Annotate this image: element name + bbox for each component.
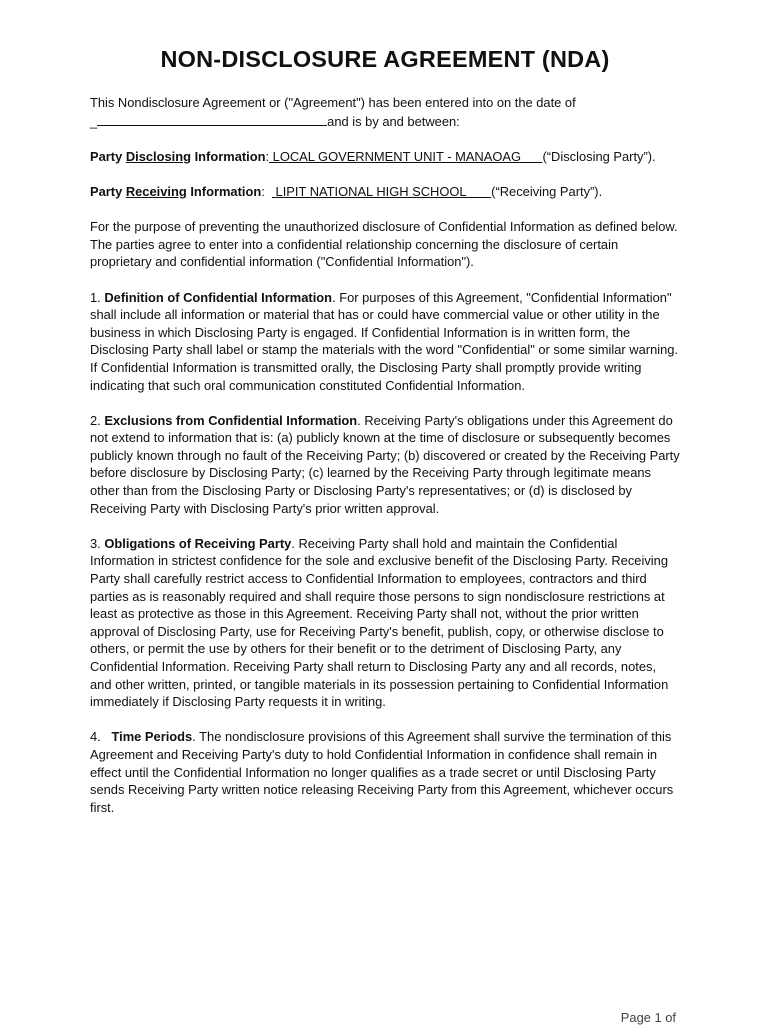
receiving-label-b: Receiving (125, 183, 187, 199)
document-body (90, 94, 680, 834)
intro-paragraph (90, 94, 680, 130)
document-title: NON-DISCLOSURE AGREEMENT (NDA) (160, 46, 610, 72)
date-blank-line (97, 112, 327, 126)
receiving-party-paragraph (90, 183, 680, 201)
disclosing-label-a: Party (90, 148, 126, 164)
section-number: 3. (90, 535, 105, 551)
section-number: 1. (90, 289, 105, 305)
section-text: . The nondisclosure provisions of this Agreement shall survive the termination of this Agreement and Receiving Party's duty to hold Confidential Information in confidence shall remain in effect until the Confidential Information no longer qualifies as a trade secret or until Disclosing Party sends Receiving Party written notice releasing Receiving Party from this Agreement, whichever occurs first. (90, 729, 674, 815)
disclosing-colon: : (265, 148, 270, 164)
section-number: 2. (90, 412, 105, 428)
purpose-paragraph: For the purpose of preventing the unauthorized disclosure of Confidential Information as defined below. The parties agree to enter into a confidential relationship concerning the disclosure of certain proprietary and confidential information ("Confidential Information"). (90, 219, 678, 270)
section-heading: Definition of Confidential Information (104, 289, 333, 305)
section-4 (90, 728, 680, 816)
section-3 (90, 535, 680, 711)
disclosing-label-c: Information (191, 148, 266, 164)
section-text: . Receiving Party shall hold and maintain the Confidential Information in strictest confidence for the sole and exclusive benefit of the Disclosing Party. Receiving Party shall carefully restrict access to Confidential Information to employees, contractors and third parties as is reasonably required and shall require those persons to sign nondisclosure restrictions at least as protective as those in this Agreement. Receiving Party shall not, without the prior written approval of Disclosing Party, use for Receiving Party's benefit, publish, copy, or otherwise disclose to others, or permit the use by others for their benefit or to the detriment of Disclosing Party, any Confidential Information. Receiving Party shall return to Disclosing Party any and all records, notes, and other written, printed, or tangible materials in its possession pertaining to Confidential Information immediately if Disclosing Party requests it in writing. (90, 535, 669, 710)
section-text: . For purposes of this Agreement, "Confidential Information" shall include all information or material that has or could have commercial value or other utility in the business in which Disclosing Party is engaged. If Confidential Information is in written form, the Disclosing Party shall label or stamp the materials with the word "Confidential" or some similar warning. If Confidential Information is transmitted orally, the Disclosing Party shall promptly provide writing indicating that such oral communication constituted Confidential Information. (90, 289, 679, 393)
receiving-party-value: LIPIT NATIONAL HIGH SCHOOL (271, 183, 492, 199)
disclosing-party-paragraph (90, 148, 680, 166)
intro-line-2: and is by and between: (327, 113, 460, 129)
section-text: . Receiving Party's obligations under this Agreement do not extend to information that is: (a) publicly known at the time of disclosure or subsequently becomes publicly known through no fault of the Receiving Party; (b) discovered or created by the Receiving Party before disclosure by Disclosing Party; (c) learned by the Receiving Party through legitimate means other than from the Disclosing Party or Disclosing Party's representatives; or (d) is disclosed by Receiving Party with Disclosing Party's prior written approval. (90, 412, 680, 516)
section-heading: Exclusions from Confidential Information (104, 412, 358, 428)
section-heading: Time Periods (111, 729, 193, 745)
receiving-label-c: Information (186, 183, 262, 199)
receiving-colon: : (261, 183, 272, 199)
section-number: 4. (90, 729, 112, 745)
disclosing-suffix: (“Disclosing Party”). (542, 148, 656, 164)
intro-line-1: This Nondisclosure Agreement or ("Agreement") has been entered into on the date of (90, 95, 576, 110)
section-2 (90, 412, 680, 518)
section-heading: Obligations of Receiving Party (104, 535, 292, 551)
document-page (90, 0, 680, 1024)
section-1 (90, 289, 680, 395)
disclosing-party-value: LOCAL GOVERNMENT UNIT - MANAOAG (269, 148, 543, 164)
receiving-label-a: Party (90, 183, 126, 199)
disclosing-label-b: Disclosing (125, 148, 192, 164)
intro-date-prefix: _ (90, 113, 98, 129)
page-number: Page 1 of (620, 1010, 676, 1025)
receiving-suffix: (“Receiving Party”). (491, 183, 603, 199)
